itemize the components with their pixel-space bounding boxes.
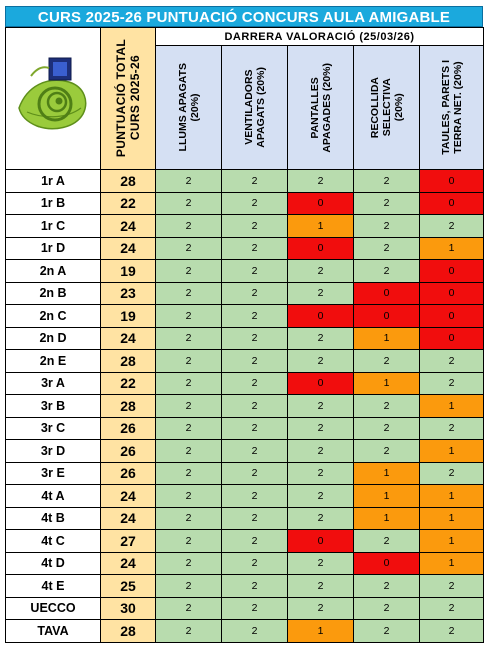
last-evaluation-header: DARRERA VALORACIÓ (25/03/26): [156, 28, 484, 46]
total-score-cell: 26: [101, 440, 156, 463]
score-cell: 1: [420, 507, 484, 530]
score-cell: 2: [222, 620, 288, 643]
score-cell: 2: [222, 395, 288, 418]
score-cell: 2: [156, 440, 222, 463]
class-name-cell: 3r C: [6, 417, 101, 440]
table-row: [6, 552, 484, 575]
score-cell: 2: [156, 350, 222, 373]
table-row: [6, 350, 484, 373]
score-cell: 2: [222, 372, 288, 395]
score-cell: 2: [156, 327, 222, 350]
score-cell: 2: [222, 237, 288, 260]
score-cell: 2: [222, 192, 288, 215]
score-cell: 2: [354, 395, 420, 418]
total-score-cell: 26: [101, 462, 156, 485]
score-cell: 2: [156, 575, 222, 598]
score-cell: 0: [420, 305, 484, 328]
total-score-cell: 24: [101, 327, 156, 350]
class-name-cell: 2n A: [6, 260, 101, 283]
score-cell: 0: [420, 282, 484, 305]
table-row: [6, 260, 484, 283]
total-score-cell: 27: [101, 530, 156, 553]
score-cell: 1: [420, 440, 484, 463]
total-score-cell: 28: [101, 170, 156, 193]
table-row: [6, 530, 484, 553]
total-score-cell: 30: [101, 597, 156, 620]
table-row: [6, 620, 484, 643]
score-cell: 2: [156, 507, 222, 530]
score-cell: 2: [222, 485, 288, 508]
score-cell: 2: [288, 260, 354, 283]
total-score-cell: 22: [101, 372, 156, 395]
table-row: [6, 215, 484, 238]
score-cell: 2: [354, 530, 420, 553]
score-cell: 1: [420, 395, 484, 418]
score-cell: 2: [222, 327, 288, 350]
total-score-cell: 24: [101, 215, 156, 238]
total-score-cell: 19: [101, 305, 156, 328]
score-table: [5, 27, 484, 643]
score-cell: 2: [222, 575, 288, 598]
class-name-cell: 4t C: [6, 530, 101, 553]
score-cell: 2: [354, 237, 420, 260]
score-cell: 2: [156, 282, 222, 305]
score-cell: 2: [156, 597, 222, 620]
score-cell: 2: [354, 350, 420, 373]
table-row: [6, 372, 484, 395]
score-cell: 0: [420, 327, 484, 350]
score-cell: 2: [156, 192, 222, 215]
class-name-cell: 1r C: [6, 215, 101, 238]
class-name-cell: 3r B: [6, 395, 101, 418]
class-name-cell: 2n C: [6, 305, 101, 328]
score-cell: 2: [222, 260, 288, 283]
score-cell: 2: [156, 530, 222, 553]
score-cell: 1: [354, 507, 420, 530]
score-cell: 2: [156, 552, 222, 575]
score-cell: 2: [156, 372, 222, 395]
score-cell: 2: [288, 395, 354, 418]
score-cell: 0: [420, 260, 484, 283]
score-cell: 2: [222, 552, 288, 575]
score-cell: 0: [288, 237, 354, 260]
score-cell: 2: [222, 440, 288, 463]
criterion-header-lights: LLUMS APAGATS (20%): [156, 46, 222, 170]
score-cell: 0: [288, 192, 354, 215]
score-cell: 2: [156, 417, 222, 440]
score-cell: 2: [354, 260, 420, 283]
score-cell: 2: [156, 215, 222, 238]
class-name-cell: 4t D: [6, 552, 101, 575]
total-score-cell: 24: [101, 237, 156, 260]
total-score-cell: 28: [101, 395, 156, 418]
class-name-cell: 4t E: [6, 575, 101, 598]
score-cell: 2: [288, 552, 354, 575]
table-row: [6, 395, 484, 418]
class-name-cell: 1r B: [6, 192, 101, 215]
score-cell: 2: [288, 327, 354, 350]
class-name-cell: 3r D: [6, 440, 101, 463]
score-cell: 2: [354, 417, 420, 440]
total-score-cell: 26: [101, 417, 156, 440]
class-name-cell: 1r A: [6, 170, 101, 193]
score-cell: 2: [288, 170, 354, 193]
school-logo: [6, 28, 101, 170]
score-cell: 2: [222, 282, 288, 305]
score-cell: 2: [222, 507, 288, 530]
score-cell: 1: [420, 530, 484, 553]
class-name-cell: 2n B: [6, 282, 101, 305]
score-cell: 2: [354, 170, 420, 193]
score-cell: 1: [354, 462, 420, 485]
score-cell: 1: [288, 620, 354, 643]
table-row: [6, 417, 484, 440]
score-cell: 2: [156, 395, 222, 418]
criterion-header-fans: VENTILADORS APAGATS (20%): [222, 46, 288, 170]
class-name-cell: 2n E: [6, 350, 101, 373]
criterion-header-screens: PANTALLES APAGADES (20%): [288, 46, 354, 170]
total-score-cell: 23: [101, 282, 156, 305]
table-row: [6, 440, 484, 463]
score-cell: 2: [420, 350, 484, 373]
score-cell: 0: [288, 372, 354, 395]
class-name-cell: UECCO: [6, 597, 101, 620]
table-row: [6, 237, 484, 260]
table-row: [6, 305, 484, 328]
score-cell: 1: [354, 327, 420, 350]
total-score-cell: 25: [101, 575, 156, 598]
score-cell: 2: [222, 462, 288, 485]
score-cell: 2: [288, 485, 354, 508]
score-cell: 2: [420, 620, 484, 643]
score-cell: 0: [354, 552, 420, 575]
score-cell: 2: [354, 620, 420, 643]
score-cell: 2: [222, 305, 288, 328]
score-cell: 0: [420, 170, 484, 193]
total-score-cell: 22: [101, 192, 156, 215]
score-cell: 0: [354, 282, 420, 305]
score-cell: 2: [288, 350, 354, 373]
table-row: [6, 485, 484, 508]
class-name-cell: 3r A: [6, 372, 101, 395]
class-name-cell: TAVA: [6, 620, 101, 643]
score-cell: 2: [420, 417, 484, 440]
score-cell: 2: [156, 170, 222, 193]
score-cell: 2: [420, 575, 484, 598]
score-cell: 1: [288, 215, 354, 238]
score-cell: 0: [288, 530, 354, 553]
table-row: [6, 327, 484, 350]
score-cell: 2: [420, 597, 484, 620]
table-row: [6, 507, 484, 530]
total-score-cell: 24: [101, 507, 156, 530]
score-cell: 1: [420, 485, 484, 508]
score-cell: 2: [354, 215, 420, 238]
score-cell: 2: [156, 305, 222, 328]
score-cell: 2: [156, 620, 222, 643]
score-cell: 2: [354, 597, 420, 620]
sheet-title: CURS 2025-26 PUNTUACIÓ CONCURS AULA AMIGABLE: [5, 6, 483, 27]
score-cell: 2: [156, 237, 222, 260]
score-cell: 2: [420, 215, 484, 238]
total-score-header: PUNTUACIÓ TOTAL CURS 2025-26: [101, 28, 156, 170]
class-name-cell: 1r D: [6, 237, 101, 260]
score-cell: 2: [222, 350, 288, 373]
table-row: [6, 170, 484, 193]
score-cell: 2: [288, 417, 354, 440]
total-score-cell: 19: [101, 260, 156, 283]
criterion-header-recycling: RECOLLIDA SELECTIVA (20%): [354, 46, 420, 170]
score-cell: 1: [420, 552, 484, 575]
score-cell: 2: [222, 170, 288, 193]
score-cell: 2: [354, 575, 420, 598]
class-name-cell: 3r E: [6, 462, 101, 485]
total-score-cell: 24: [101, 485, 156, 508]
score-cell: 2: [156, 260, 222, 283]
score-cell: 2: [288, 597, 354, 620]
score-cell: 2: [420, 462, 484, 485]
score-cell: 2: [156, 462, 222, 485]
criterion-header-cleanliness: TAULES, PARETS I TERRA NET. (20%): [420, 46, 484, 170]
score-cell: 2: [354, 440, 420, 463]
score-cell: 1: [354, 372, 420, 395]
score-cell: 2: [354, 192, 420, 215]
class-name-cell: 4t A: [6, 485, 101, 508]
score-cell: 1: [420, 237, 484, 260]
score-cell: 2: [156, 485, 222, 508]
class-name-cell: 2n D: [6, 327, 101, 350]
score-cell: 2: [222, 215, 288, 238]
table-row: [6, 282, 484, 305]
score-cell: 2: [288, 440, 354, 463]
score-cell: 2: [288, 507, 354, 530]
table-row: [6, 462, 484, 485]
score-cell: 1: [354, 485, 420, 508]
score-cell: 2: [222, 530, 288, 553]
table-row: [6, 575, 484, 598]
table-row: [6, 192, 484, 215]
total-score-cell: 28: [101, 350, 156, 373]
leaf-snail-logo: [13, 46, 93, 146]
score-cell: 2: [420, 372, 484, 395]
class-name-cell: 4t B: [6, 507, 101, 530]
score-cell: 0: [354, 305, 420, 328]
total-score-cell: 24: [101, 552, 156, 575]
score-cell: 2: [288, 462, 354, 485]
score-cell: 2: [288, 282, 354, 305]
table-row: [6, 597, 484, 620]
score-cell: 2: [222, 597, 288, 620]
score-cell: 0: [420, 192, 484, 215]
score-cell: 2: [288, 575, 354, 598]
score-cell: 0: [288, 305, 354, 328]
score-cell: 2: [222, 417, 288, 440]
score-rows: [6, 170, 484, 643]
total-score-cell: 28: [101, 620, 156, 643]
